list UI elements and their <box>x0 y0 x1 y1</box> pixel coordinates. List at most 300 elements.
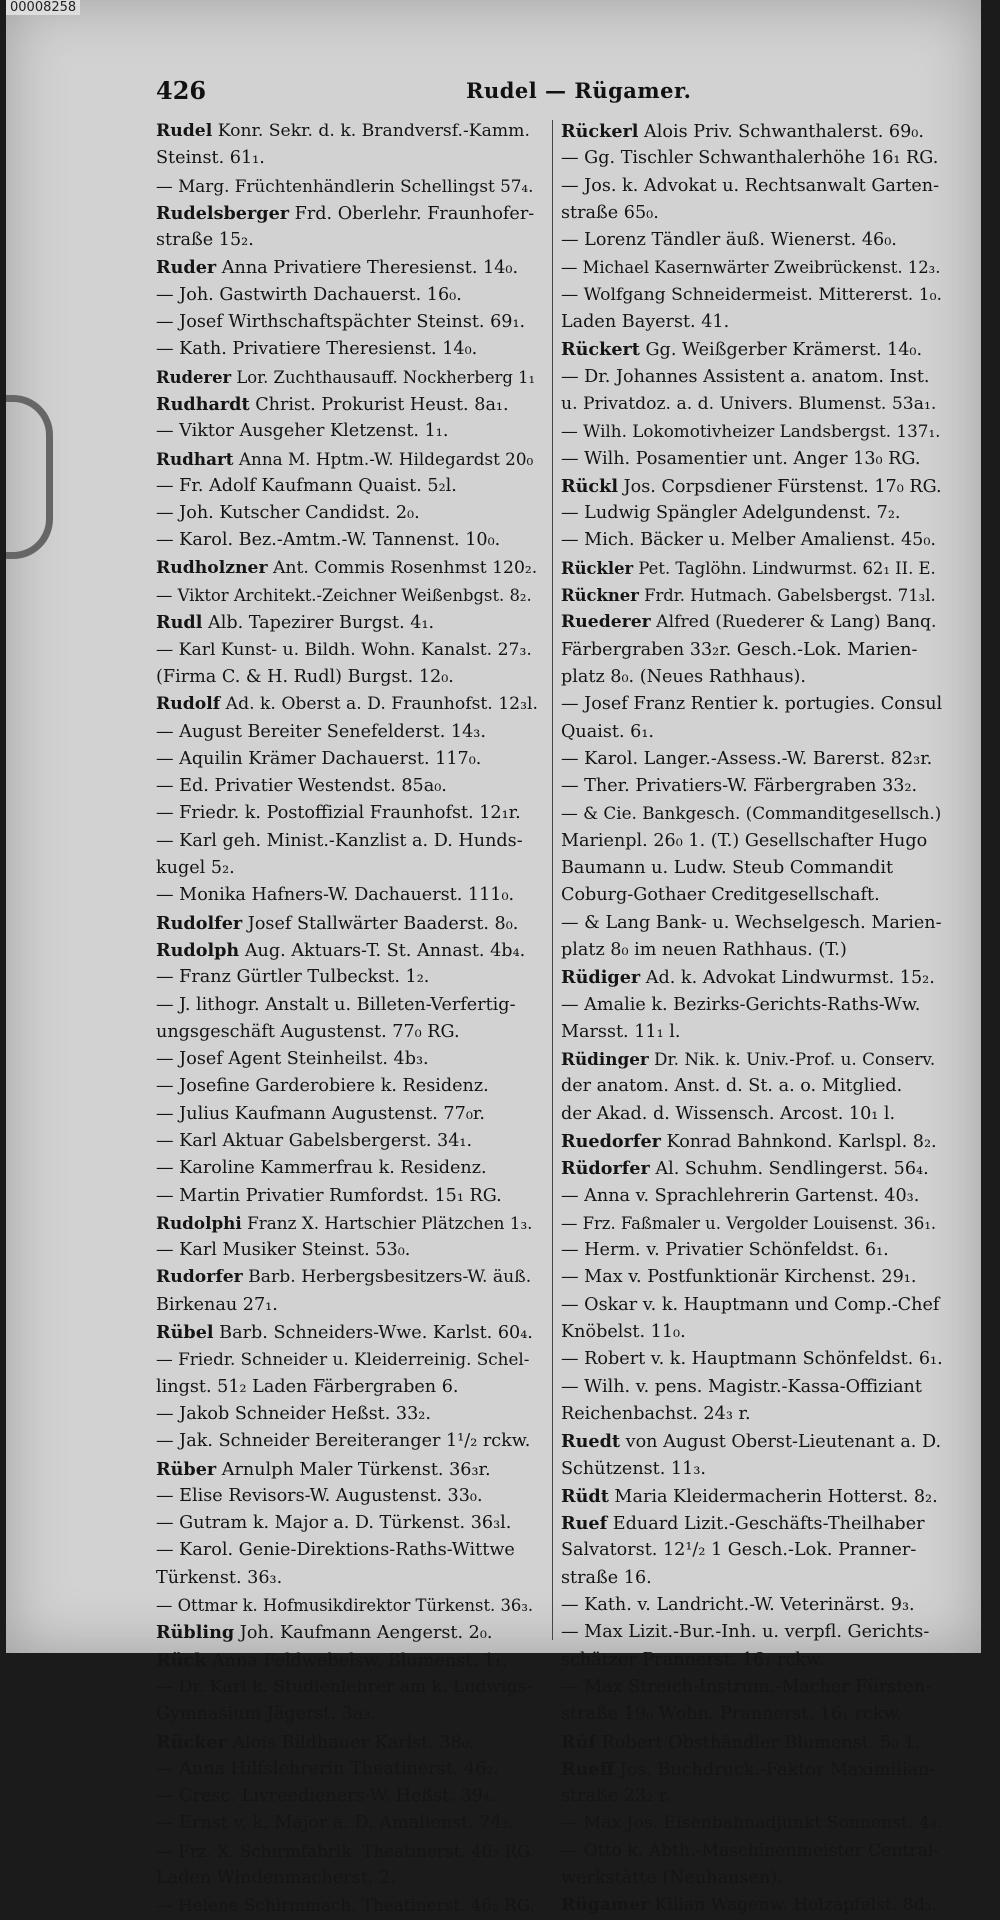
directory-line <box>156 1510 538 1537</box>
directory-line <box>561 118 943 145</box>
surname-heading: Rückert <box>561 339 640 361</box>
entry-text: — Gg. Tischler Schwanthalerhöhe 16₁ RG. <box>561 148 939 169</box>
directory-line <box>156 800 538 827</box>
entry-text: straße 65₀. <box>561 202 659 223</box>
directory-line <box>561 1619 943 1646</box>
surname-heading: Rügamer <box>561 1895 650 1916</box>
directory-line <box>156 1237 538 1264</box>
directory-line <box>156 446 538 473</box>
directory-line <box>156 992 538 1019</box>
entry-text: — Ottmar k. Hofmusikdirektor Türkenst. 36₃. <box>156 1596 534 1616</box>
entry-text: — Joh. Kutscher Candidst. 2₀. <box>156 503 420 524</box>
entry-text: — Dr. Johannes Assistent a. anatom. Inst. <box>561 366 930 387</box>
entry-text: — Herm. v. Privatier Schönfeldst. 6₁. <box>561 1240 889 1261</box>
surname-heading: Rückler <box>561 558 634 578</box>
directory-line <box>156 1319 538 1346</box>
entry-text: Gymnasium Jägerst. 3a₃. <box>156 1704 376 1725</box>
entry-text: straße 16. <box>561 1567 652 1588</box>
directory-line <box>561 418 943 445</box>
entry-text: — Ther. Privatiers-W. Färbergraben 33₂. <box>561 776 918 797</box>
entry-text: — Amalie k. Bezirks-Gerichts-Raths-Ww. <box>561 994 921 1015</box>
directory-line <box>156 1483 538 1510</box>
entry-text: — Wolfgang Schneidermeist. Mittererst. 1₀. <box>561 284 942 305</box>
directory-line <box>156 691 538 718</box>
entry-text: — Ernst v. k. Major a. D. Amalienst. 74₂. <box>156 1813 515 1834</box>
entry-text: — Frz. Faßmaler u. Vergolder Louisenst. 36₁. <box>561 1213 937 1233</box>
entry-text: — Anna Hilfslehrerin Theatinerst. 46₂. <box>156 1758 500 1779</box>
surname-heading: Rübling <box>156 1622 235 1644</box>
entry-text: Anna Feldwebelsw. Blumenst. 1₁. <box>206 1650 508 1671</box>
directory-line <box>156 364 538 391</box>
page-number: 426 <box>156 76 207 105</box>
entry-text: Alfred (Ruederer & Lang) Banq. <box>650 612 937 633</box>
surname-heading: Ruderer <box>156 367 232 387</box>
directory-line <box>156 200 538 227</box>
directory-line <box>561 1073 943 1100</box>
directory-line <box>156 1810 538 1837</box>
entry-text: Birkenau 27₁. <box>156 1294 278 1315</box>
directory-line <box>561 719 943 746</box>
entry-text: (Firma C. & H. Rudl) Burgst. 12₀. <box>156 666 454 687</box>
entry-text: Färbergraben 33₂r. Gesch.-Lok. Marien- <box>561 639 918 660</box>
directory-line <box>561 173 943 200</box>
surname-heading: Rudolphi <box>156 1212 242 1233</box>
directory-line <box>561 1783 943 1810</box>
entry-text: — Lorenz Tändler äuß. Wienerst. 46₀. <box>561 230 897 251</box>
directory-line <box>561 446 943 473</box>
directory-line <box>561 227 943 254</box>
directory-line <box>561 1674 943 1701</box>
directory-line <box>561 910 943 937</box>
entry-text: Barb. Schneiders-Wwe. Karlst. 60₄. <box>213 1323 533 1344</box>
directory-line <box>561 1510 943 1537</box>
entry-text: — Josef Wirthschaftspächter Steinst. 69₁. <box>156 312 526 333</box>
directory-line <box>156 1674 538 1701</box>
entry-text: ungsgeschäft Augustenst. 77₀ RG. <box>156 1021 460 1042</box>
entry-text: — Max Lizit.-Bur.-Inh. u. verpfl. Gerichts- <box>561 1622 930 1643</box>
entry-text: — Marg. Früchtenhändlerin Schellingst 57₄. <box>156 175 534 196</box>
surname-heading: Rudhardt <box>156 393 250 415</box>
directory-line <box>156 1892 538 1919</box>
entry-text: Quaist. 6₁. <box>561 721 654 742</box>
directory-line <box>156 828 538 855</box>
directory-line <box>561 828 943 855</box>
directory-line <box>156 1701 538 1728</box>
directory-line <box>561 500 943 527</box>
directory-line <box>156 336 538 363</box>
entry-text: schätzer Prannerst. 16₁ rckw. <box>561 1649 825 1670</box>
entry-text: Lor. Zuchthausauff. Nockherberg 1₁ <box>231 367 536 387</box>
entry-text: — Fr. Adolf Kaufmann Quaist. 5₂l. <box>156 475 457 496</box>
surname-heading: Rückner <box>561 586 639 606</box>
entry-text: — Kath. v. Landricht.-W. Veterinärst. 9₃. <box>561 1595 915 1616</box>
directory-line <box>156 1210 538 1237</box>
entry-text: — Max Streich-Instrum.-Macher Fürsten- <box>561 1676 932 1697</box>
entry-text: Ant. Commis Rosenhmst 120₂. <box>267 557 538 578</box>
entry-text: — Ed. Privatier Westendst. 85a₀. <box>156 776 447 797</box>
directory-line <box>156 1128 538 1155</box>
entry-text: Salvatorst. 12¹/₂ 1 Gesch.-Lok. Pranner- <box>561 1540 917 1561</box>
directory-line <box>156 746 538 773</box>
entry-text: Jos. Buchdruck.-Faktor Maximilian- <box>614 1759 936 1780</box>
directory-line <box>561 1128 943 1155</box>
directory-line <box>561 1456 943 1483</box>
entry-text: — & Cie. Bankgesch. (Commanditgesellsch.) <box>561 803 942 824</box>
directory-line <box>561 691 943 718</box>
directory-line <box>156 882 538 909</box>
directory-line <box>156 473 538 500</box>
entry-text: Maria Kleidermacherin Hotterst. 8₂. <box>608 1486 938 1507</box>
directory-line <box>156 173 538 200</box>
surname-heading: Ruef <box>561 1513 608 1535</box>
entry-text: Konr. Sekr. d. k. Brandversf.-Kamm. <box>212 121 530 141</box>
directory-line <box>561 555 943 582</box>
surname-heading: Rueff <box>561 1758 615 1780</box>
directory-line <box>561 391 943 418</box>
entry-text: — Helene Schirmmach. Theatinerst. 46₂ RG. <box>156 1895 535 1916</box>
surname-heading: Ruederer <box>561 612 651 633</box>
directory-line <box>561 1237 943 1264</box>
directory-line <box>156 964 538 991</box>
directory-line <box>561 1101 943 1128</box>
entry-text: — August Bereiter Senefelderst. 14₃. <box>156 721 486 742</box>
directory-line <box>156 1838 538 1865</box>
directory-line <box>561 1892 943 1919</box>
entry-text: — Joh. Gastwirth Dachauerst. 16₀. <box>156 284 462 305</box>
left-column <box>156 118 538 1920</box>
directory-line <box>561 1401 943 1428</box>
entry-text: Ad. k. Advokat Lindwurmst. 15₂. <box>640 968 935 989</box>
entry-text: — Wilh. v. pens. Magistr.-Kassa-Offiziant <box>561 1376 922 1397</box>
directory-line <box>156 1401 538 1428</box>
entry-text: — Cresc. Livreedieners-W. Heßst. 39₄. <box>156 1786 496 1807</box>
entry-text: — Karl Musiker Steinst. 53₀. <box>156 1240 411 1261</box>
entry-text: — Josef Agent Steinheilst. 4b₃. <box>156 1049 429 1070</box>
entry-text: kugel 5₂. <box>156 858 235 879</box>
directory-line <box>156 118 538 145</box>
entry-text: — Max Jos. Eisenbahnadjunkt Sonnenst. 4₄. <box>561 1813 943 1834</box>
entry-text: — Anna v. Sprachlehrerin Gartenst. 40₃. <box>561 1185 920 1206</box>
entry-text: Konrad Bahnkond. Karlspl. 8₂. <box>660 1131 937 1152</box>
directory-line <box>561 145 943 172</box>
entry-text: — Karol. Langer.-Assess.-W. Barerst. 82₃r. <box>561 748 933 769</box>
directory-line <box>561 200 943 227</box>
directory-line <box>561 1319 943 1346</box>
entry-text: straße 19₀ Wohn. Prannerst. 16₁ rckw. <box>561 1704 903 1725</box>
surname-heading: Rück <box>156 1649 207 1671</box>
entry-text: Josef Stallwärter Baaderst. 8₀. <box>242 913 519 934</box>
directory-line <box>156 555 538 582</box>
directory-line <box>156 1292 538 1319</box>
entry-text: Joh. Kaufmann Aengerst. 2₀. <box>234 1623 493 1644</box>
surname-heading: Rüf <box>561 1731 596 1753</box>
header-title: Rudel — Rügamer. <box>466 78 692 103</box>
entry-text: Pet. Taglöhn. Lindwurmst. 62₁ II. E. <box>633 558 936 578</box>
directory-line <box>156 1019 538 1046</box>
entry-text: Türkenst. 36₃. <box>156 1567 283 1588</box>
surname-heading: Rüdorfer <box>561 1158 650 1180</box>
directory-line <box>561 1810 943 1837</box>
directory-line <box>561 773 943 800</box>
entry-text: — Aquilin Krämer Dachauerst. 117₀. <box>156 748 482 769</box>
entry-text: Franz X. Hartschier Plätzchen 1₃. <box>241 1212 533 1233</box>
directory-line <box>561 309 943 336</box>
entry-text: platz 8₀. (Neues Rathhaus). <box>561 666 806 687</box>
directory-line <box>156 582 538 609</box>
directory-line <box>561 1428 943 1455</box>
surname-heading: Rüdinger <box>561 1049 649 1070</box>
directory-line <box>156 1046 538 1073</box>
directory-line <box>156 773 538 800</box>
entry-text: Eduard Lizit.-Geschäfts-Theilhaber <box>607 1514 925 1535</box>
surname-heading: Rüdiger <box>561 967 641 989</box>
directory-line <box>156 1101 538 1128</box>
entry-text: u. Privatdoz. a. d. Univers. Blumenst. 53a₁. <box>561 393 937 414</box>
surname-heading: Rückl <box>561 475 618 497</box>
surname-heading: Rudholzner <box>156 557 268 578</box>
directory-line <box>156 254 538 281</box>
directory-line <box>156 309 538 336</box>
entry-text: Kilian Wagenw. Holzapfelst. 8d₃. <box>649 1895 938 1916</box>
surname-heading: Rübel <box>156 1322 214 1344</box>
entry-text: — Frz. X. Schirmfabrik. Theatinerst. 46₂ RG. <box>156 1840 536 1861</box>
directory-line <box>561 1756 943 1783</box>
directory-line <box>561 473 943 500</box>
entry-text: — & Lang Bank- u. Wechselgesch. Marien- <box>561 912 942 933</box>
entry-text: — J. lithogr. Anstalt u. Billeten-Verfertig- <box>156 994 516 1015</box>
surname-heading: Rüber <box>156 1458 217 1480</box>
entry-text: Jos. Corpsdiener Fürstenst. 17₀ RG. <box>618 476 942 497</box>
directory-line <box>561 1183 943 1210</box>
entry-text: Frd. Oberlehr. Fraunhofer- <box>289 203 535 224</box>
entry-text: — Viktor Architekt.-Zeichner Weißenbgst. 8₂. <box>156 586 532 606</box>
directory-line <box>561 1838 943 1865</box>
entry-text: — Josefine Garderobiere k. Residenz. <box>156 1076 489 1097</box>
entry-text: — Max v. Postfunktionär Kirchenst. 29₁. <box>561 1267 917 1288</box>
entry-text: — Mich. Bäcker u. Melber Amalienst. 45₀. <box>561 530 936 551</box>
directory-line <box>561 609 943 636</box>
entry-text: Reichenbachst. 24₃ r. <box>561 1403 751 1424</box>
directory-line <box>156 1374 538 1401</box>
directory-line <box>561 800 943 827</box>
surname-heading: Rüdt <box>561 1485 609 1507</box>
entry-text: der Akad. d. Wissensch. Arcost. 10₁ l. <box>561 1103 896 1124</box>
entry-text: — Dr. Karl k. Studienlehrer am k. Ludwigs- <box>156 1676 533 1697</box>
entry-text: — Friedr. Schneider u. Kleiderreinig. Schel- <box>156 1349 530 1370</box>
entry-text: Robert Obsthändler Blumenst. 5₀ 1. <box>595 1732 921 1753</box>
entry-text: Steinst. 61₁. <box>156 148 265 169</box>
directory-line <box>561 1046 943 1073</box>
surname-heading: Rudhart <box>156 448 234 469</box>
directory-line <box>561 855 943 882</box>
directory-line <box>156 1537 538 1564</box>
entry-text: — Oskar v. k. Hauptmann und Comp.-Chef <box>561 1294 940 1315</box>
directory-line <box>561 1729 943 1756</box>
directory-line <box>156 418 538 445</box>
directory-line <box>561 1346 943 1373</box>
surname-heading: Rudolf <box>156 694 221 715</box>
directory-line <box>561 1210 943 1237</box>
entry-text: werkstätte (Neuhausen). <box>561 1868 783 1888</box>
entry-text: Baumann u. Ludw. Steub Commandit <box>561 858 894 879</box>
directory-line <box>561 254 943 281</box>
directory-line <box>156 664 538 691</box>
entry-text: — Karl Aktuar Gabelsbergerst. 34₁. <box>156 1130 473 1151</box>
directory-line <box>156 1619 538 1646</box>
directory-line <box>156 1428 538 1455</box>
entry-text: Anna Privatiere Theresienst. 14₀. <box>216 258 519 279</box>
entry-text: — Kath. Privatiere Theresienst. 14₀. <box>156 339 478 360</box>
entry-text: Alois Bildhauer Karlst. 38₀. <box>226 1732 475 1753</box>
directory-line <box>561 1483 943 1510</box>
directory-line <box>561 992 943 1019</box>
entry-text: — Friedr. k. Postoffizial Fraunhofst. 12₁r. <box>156 803 521 824</box>
entry-text: straße 15₂. <box>156 230 254 251</box>
entry-text: Laden Bayerst. 41. <box>561 312 730 333</box>
directory-line <box>561 1374 943 1401</box>
directory-line <box>561 336 943 363</box>
entry-text: — Robert v. k. Hauptmann Schönfeldst. 6₁. <box>561 1349 943 1370</box>
entry-text: lingst. 51₂ Laden Färbergraben 6. <box>156 1376 459 1397</box>
right-column <box>561 118 943 1920</box>
surname-heading: Rudelsberger <box>156 202 290 224</box>
entry-text: — Karol. Genie-Direktions-Raths-Wittwe <box>156 1540 515 1561</box>
directory-line <box>156 719 538 746</box>
book-page <box>6 0 981 1916</box>
directory-line <box>561 282 943 309</box>
entry-text: — Julius Kaufmann Augustenst. 77₀r. <box>156 1103 485 1124</box>
entry-text: — Karol. Bez.-Amtm.-W. Tannenst. 10₀. <box>156 530 501 551</box>
directory-line <box>156 937 538 964</box>
entry-text: Anna M. Hptm.-W. Hildegardst 20₀ <box>233 448 534 469</box>
page-id-label: 00008258 <box>6 0 80 15</box>
directory-line <box>561 746 943 773</box>
directory-line <box>156 1647 538 1674</box>
directory-line <box>156 637 538 664</box>
entry-text: Ad. k. Oberst a. D. Fraunhofst. 12₃l. <box>220 694 538 715</box>
surname-heading: Rudolph <box>156 939 240 961</box>
entry-text: der anatom. Anst. d. St. a. o. Mitglied. <box>561 1076 903 1097</box>
directory-line <box>156 391 538 418</box>
directory-line <box>156 1756 538 1783</box>
entry-text: — Ludwig Spängler Adelgundenst. 7₂. <box>561 503 901 524</box>
entry-text: — Michael Kasernwärter Zweibrückenst. 12₃. <box>561 258 941 278</box>
entry-text: — Elise Revisors-W. Augustenst. 33₀. <box>156 1485 483 1506</box>
surname-heading: Rücker <box>156 1731 227 1753</box>
entry-text: — Wilh. Lokomotivheizer Landsbergst. 137₁. <box>561 421 941 442</box>
entry-text: — Otto k. Abth.-Maschinenmeister Central- <box>561 1840 940 1861</box>
directory-line <box>561 637 943 664</box>
directory-line <box>561 1155 943 1182</box>
entry-text: — Karl geh. Minist.-Kanzlist a. D. Hunds- <box>156 830 523 851</box>
entry-text: Dr. Nik. k. Univ.-Prof. u. Conserv. <box>648 1049 936 1070</box>
running-header <box>156 76 926 106</box>
directory-line <box>156 1346 538 1373</box>
directory-line <box>561 1019 943 1046</box>
directory-line <box>156 500 538 527</box>
entry-text: — Viktor Ausgeher Kletzenst. 1₁. <box>156 421 449 442</box>
entry-text: Alb. Tapezirer Burgst. 4₁. <box>202 613 435 634</box>
directory-line <box>561 364 943 391</box>
entry-text: Alois Priv. Schwanthalerst. 69₀. <box>638 122 924 142</box>
directory-line <box>156 282 538 309</box>
directory-line <box>561 1592 943 1619</box>
directory-line <box>561 1865 943 1892</box>
directory-line <box>561 527 943 554</box>
directory-line <box>156 227 538 254</box>
entry-text: — Gutram k. Major a. D. Türkenst. 36₃l. <box>156 1513 512 1534</box>
directory-line <box>561 964 943 991</box>
entry-text: Knöbelst. 11₀. <box>561 1322 686 1343</box>
directory-line <box>561 1292 943 1319</box>
surname-heading: Rudel <box>156 121 213 141</box>
entry-text: — Monika Hafners-W. Dachauerst. 111₀. <box>156 885 515 906</box>
surname-heading: Rudl <box>156 612 203 634</box>
entry-text: Aug. Aktuars-T. St. Annast. 4b₄. <box>239 940 526 961</box>
entry-text: — Jakob Schneider Heßst. 33₂. <box>156 1403 431 1424</box>
entry-text: von August Oberst-Lieutenant a. D. <box>620 1432 942 1453</box>
directory-line <box>156 1264 538 1291</box>
directory-line <box>561 1264 943 1291</box>
directory-line <box>156 1865 538 1892</box>
entry-text: — Josef Franz Rentier k. portugies. Consul <box>561 694 943 715</box>
directory-line <box>156 1183 538 1210</box>
entry-text: platz 8₀ im neuen Rathhaus. (T.) <box>561 939 847 960</box>
entry-text: Laden Windenmacherst. 2. <box>156 1868 396 1888</box>
directory-line <box>561 582 943 609</box>
entry-text: — Franz Gürtler Tulbeckst. 1₂. <box>156 967 430 988</box>
directory-line <box>561 882 943 909</box>
entry-text: — Karoline Kammerfrau k. Residenz. <box>156 1158 487 1179</box>
directory-line <box>156 609 538 636</box>
directory-line <box>156 910 538 937</box>
entry-text: — Jak. Schneider Bereiteranger 1¹/₂ rckw. <box>156 1431 531 1452</box>
surname-heading: Ruedt <box>561 1431 621 1453</box>
entry-text: Marienpl. 26₀ 1. (T.) Gesellschafter Hugo <box>561 830 928 851</box>
directory-line <box>156 1565 538 1592</box>
entry-text: Schützenst. 11₃. <box>561 1458 706 1479</box>
entry-text: straße 23₂ r. <box>561 1786 671 1807</box>
entry-text: Marsst. 11₁ l. <box>561 1021 681 1042</box>
directory-line <box>156 1729 538 1756</box>
directory-line <box>156 1456 538 1483</box>
binding-clip <box>6 395 53 559</box>
entry-text: Barb. Herbergsbesitzers-W. äuß. <box>242 1267 532 1288</box>
entry-text: Christ. Prokurist Heust. 8a₁. <box>249 394 509 415</box>
entry-text: — Jos. k. Advokat u. Rechtsanwalt Garten- <box>561 175 940 196</box>
directory-line <box>156 145 538 172</box>
column-divider <box>552 120 553 1640</box>
entry-text: Frdr. Hutmach. Gabelsbergst. 71₃l. <box>638 586 936 606</box>
directory-line <box>561 1565 943 1592</box>
surname-heading: Ruedorfer <box>561 1130 661 1152</box>
entry-text: Arnulph Maler Türkenst. 36₃r. <box>216 1459 491 1480</box>
entry-text: Coburg-Gothaer Creditgesellschaft. <box>561 885 880 906</box>
entry-text: Gg. Weißgerber Krämerst. 14₀. <box>639 340 923 361</box>
directory-line <box>156 1592 538 1619</box>
directory-line <box>156 855 538 882</box>
directory-line <box>561 1647 943 1674</box>
entry-text: — Karl Kunst- u. Bildh. Wohn. Kanalst. 27₃. <box>156 639 532 660</box>
directory-line <box>561 1537 943 1564</box>
surname-heading: Rückerl <box>561 121 639 142</box>
directory-line <box>156 527 538 554</box>
surname-heading: Ruder <box>156 257 217 279</box>
directory-line <box>156 1783 538 1810</box>
entry-text: — Wilh. Posamentier unt. Anger 13₀ RG. <box>561 448 921 469</box>
directory-line <box>561 664 943 691</box>
surname-heading: Rudorfer <box>156 1267 243 1288</box>
